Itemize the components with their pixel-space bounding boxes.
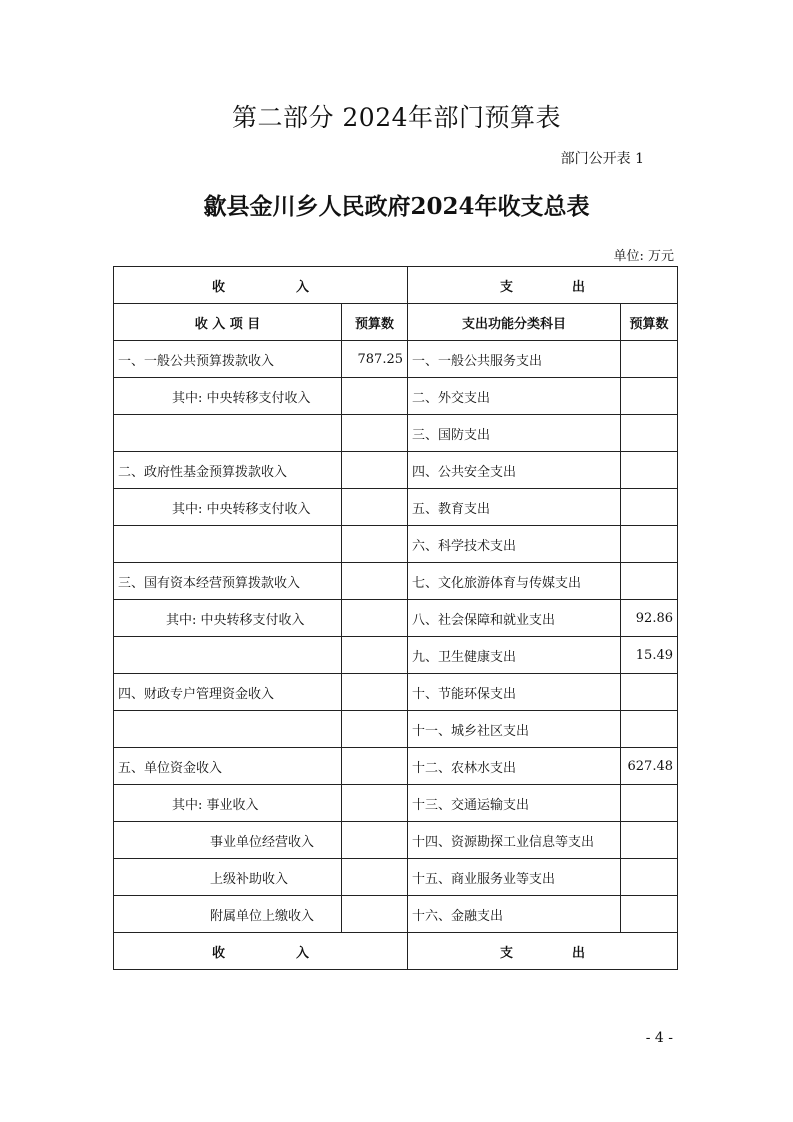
expense-footer-right: 出 (571, 945, 585, 961)
table-row (114, 600, 678, 637)
expense-item: 十三、交通运输支出 (408, 785, 621, 822)
expense-amount (621, 526, 678, 563)
col-expense-amount: 预算数 (621, 304, 678, 341)
income-amount (342, 822, 408, 859)
income-item: 其中: 中央转移支付收入 (114, 600, 342, 637)
page-number: - 4 - (645, 1030, 673, 1046)
table-bottom-header-row (114, 933, 678, 970)
expense-amount (621, 341, 678, 378)
expense-footer-header (408, 933, 678, 970)
income-amount (342, 748, 408, 785)
expense-amount (621, 785, 678, 822)
expense-amount: 92.86 (621, 600, 678, 637)
income-amount (342, 415, 408, 452)
expense-amount (621, 415, 678, 452)
table-row (114, 341, 678, 378)
income-amount (342, 785, 408, 822)
expense-item: 十四、资源勘探工业信息等支出 (408, 822, 621, 859)
col-expense-item: 支出功能分类科目 (408, 304, 621, 341)
expense-amount (621, 822, 678, 859)
main-title: 歙县金川乡人民政府2024年收支总表 (203, 193, 590, 220)
income-item: 其中: 中央转移支付收入 (114, 378, 342, 415)
income-amount (342, 378, 408, 415)
expense-amount (621, 378, 678, 415)
income-item: 其中: 事业收入 (114, 785, 342, 822)
part-title: 第二部分 2024年部门预算表 (231, 103, 562, 132)
expense-item: 八、社会保障和就业支出 (408, 600, 621, 637)
unit-label: 单位: 万元 (613, 249, 674, 264)
table-row (114, 711, 678, 748)
expense-item: 十六、金融支出 (408, 896, 621, 933)
income-amount: 787.25 (342, 341, 408, 378)
expense-item: 十五、商业服务业等支出 (408, 859, 621, 896)
income-amount (342, 489, 408, 526)
expense-item: 五、教育支出 (408, 489, 621, 526)
income-header-left: 收 (212, 279, 226, 295)
expense-item: 三、国防支出 (408, 415, 621, 452)
income-item (114, 637, 342, 674)
income-amount (342, 637, 408, 674)
col-income-amount: 预算数 (342, 304, 408, 341)
expense-header-right: 出 (571, 279, 585, 295)
expense-amount (621, 711, 678, 748)
income-item (114, 526, 342, 563)
income-item (114, 415, 342, 452)
table-row (114, 859, 678, 896)
income-amount (342, 859, 408, 896)
expense-amount (621, 489, 678, 526)
expense-item: 二、外交支出 (408, 378, 621, 415)
expense-amount: 15.49 (621, 637, 678, 674)
income-item: 事业单位经营收入 (114, 822, 342, 859)
income-item: 四、财政专户管理资金收入 (114, 674, 342, 711)
expense-amount (621, 452, 678, 489)
table-row (114, 748, 678, 785)
expense-amount (621, 563, 678, 600)
income-footer-right: 入 (295, 945, 309, 961)
budget-summary-table (113, 266, 678, 970)
income-amount (342, 711, 408, 748)
expense-item: 十、节能环保支出 (408, 674, 621, 711)
income-amount (342, 896, 408, 933)
income-item: 附属单位上缴收入 (114, 896, 342, 933)
income-item: 三、国有资本经营预算拨款收入 (114, 563, 342, 600)
income-item: 上级补助收入 (114, 859, 342, 896)
income-amount (342, 600, 408, 637)
income-header-right: 入 (295, 279, 309, 295)
income-item (114, 711, 342, 748)
expense-footer-left: 支 (500, 945, 514, 961)
table-row (114, 489, 678, 526)
table-row (114, 563, 678, 600)
table-top-header-row (114, 267, 678, 304)
expense-item: 六、科学技术支出 (408, 526, 621, 563)
expense-item: 一、一般公共服务支出 (408, 341, 621, 378)
table-row (114, 637, 678, 674)
expense-section-header (408, 267, 678, 304)
col-income-item: 收 入 项 目 (114, 304, 342, 341)
table-row (114, 452, 678, 489)
income-amount (342, 674, 408, 711)
table-column-header-row (114, 304, 678, 341)
income-item: 其中: 中央转移支付收入 (114, 489, 342, 526)
expense-header-left: 支 (500, 279, 514, 295)
income-item: 二、政府性基金预算拨款收入 (114, 452, 342, 489)
expense-item: 七、文化旅游体育与传媒支出 (408, 563, 621, 600)
income-section-header (114, 267, 408, 304)
expense-amount: 627.48 (621, 748, 678, 785)
income-amount (342, 452, 408, 489)
expense-item: 九、卫生健康支出 (408, 637, 621, 674)
table-row (114, 526, 678, 563)
expense-item: 十二、农林水支出 (408, 748, 621, 785)
table-row (114, 674, 678, 711)
expense-amount (621, 896, 678, 933)
income-amount (342, 526, 408, 563)
table-number: 部门公开表 1 (560, 151, 644, 167)
table-row (114, 822, 678, 859)
table-row (114, 896, 678, 933)
income-footer-header (114, 933, 408, 970)
income-item: 五、单位资金收入 (114, 748, 342, 785)
table-row (114, 415, 678, 452)
expense-amount (621, 674, 678, 711)
income-item: 一、一般公共预算拨款收入 (114, 341, 342, 378)
expense-item: 四、公共安全支出 (408, 452, 621, 489)
table-row (114, 785, 678, 822)
expense-item: 十一、城乡社区支出 (408, 711, 621, 748)
income-amount (342, 563, 408, 600)
table-row (114, 378, 678, 415)
expense-amount (621, 859, 678, 896)
income-footer-left: 收 (212, 945, 226, 961)
